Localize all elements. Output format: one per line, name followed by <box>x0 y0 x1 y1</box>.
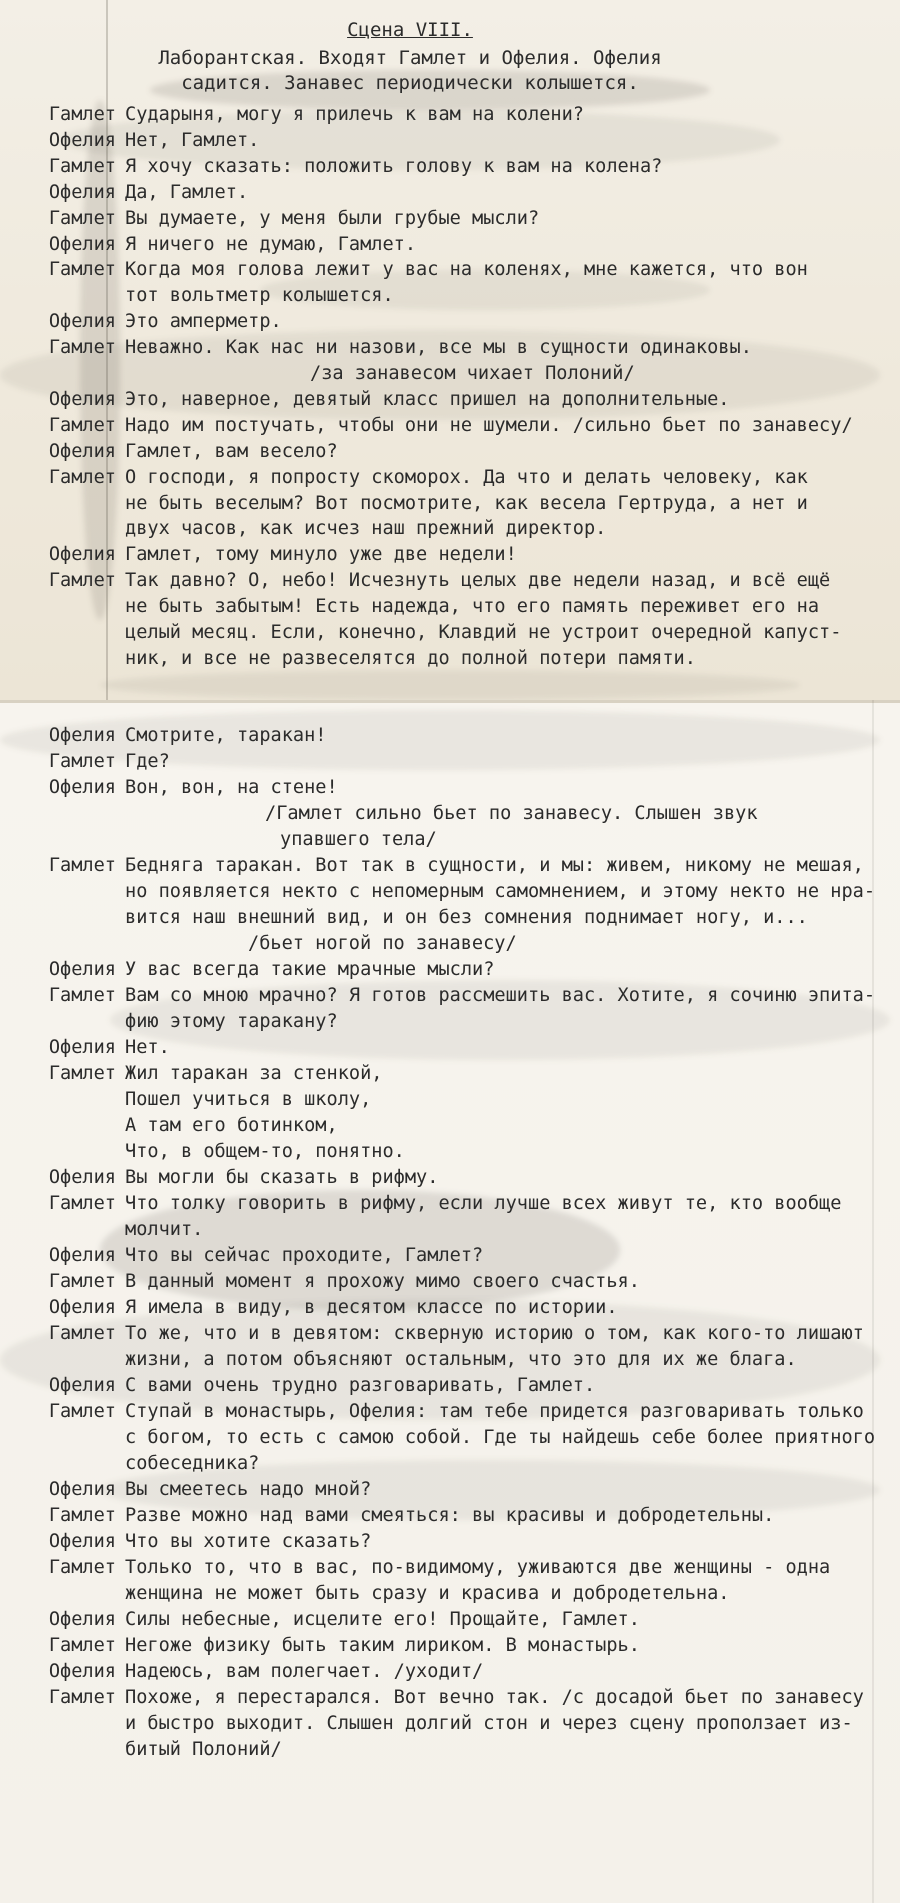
line-text: Что толку говорить в рифму, если лучше всех живут те, кто вообще <box>125 1193 842 1214</box>
dialogue-line <box>0 1502 900 1530</box>
speaker-name: Гамлет <box>48 155 116 177</box>
dialogue-line <box>0 1476 900 1504</box>
speaker-name: Гамлет <box>48 985 116 1006</box>
speaker-name: Офелия <box>48 388 116 410</box>
dialogue-line <box>0 722 900 750</box>
speaker-name: Гамлет <box>48 855 116 876</box>
speaker-name: Офелия <box>48 1375 116 1396</box>
speaker-name: Офелия <box>48 129 116 151</box>
dialogue-line <box>0 1450 900 1478</box>
speaker-name: Офелия <box>48 777 116 798</box>
dialogue-line <box>0 1216 900 1244</box>
line-text: Бедняга таракан. Вот так в сущности, и мы: живем, никому не мешая, <box>125 855 864 876</box>
line-text: Вон, вон, на стене! <box>125 777 338 798</box>
dialogue-line <box>0 127 900 155</box>
line-text: Когда моя голова лежит у вас на коленях, мне кажется, что вон <box>125 259 808 281</box>
dialogue-line <box>0 1606 900 1634</box>
line-text: Да, Гамлет. <box>125 181 249 203</box>
scene-intro-line-1: Лаборантская. Входят Гамлет и Офелия. Офелия <box>158 47 662 69</box>
speaker-name: Офелия <box>48 1609 116 1630</box>
dialogue-line <box>0 645 900 673</box>
dialogue-line <box>0 1008 900 1036</box>
line-text: с богом, то есть с самою собой. Где ты найдешь себе более приятного <box>125 1427 876 1448</box>
line-text: молчит. <box>125 1219 204 1240</box>
line-text: Сударыня, могу я прилечь к вам на колени? <box>125 104 584 125</box>
line-text: С вами очень трудно разговаривать, Гамлет. <box>125 1375 596 1396</box>
line-text: Пошел учиться в школу, <box>125 1089 372 1110</box>
line-text: жизни, а потом объясняют остальным, что это для их же блага. <box>125 1349 797 1370</box>
speaker-name: Офелия <box>48 1167 116 1188</box>
dialogue-line <box>0 1632 900 1660</box>
speaker-name: Офелия <box>48 181 116 203</box>
dialogue-line <box>0 1060 900 1088</box>
dialogue-line <box>0 1294 900 1322</box>
line-text: Гамлет, тому минуло уже две недели! <box>125 544 517 566</box>
line-text: В данный момент я прохожу мимо своего счастья. <box>125 1271 640 1292</box>
speaker-name: Офелия <box>48 1479 116 1500</box>
line-text: Я ничего не думаю, Гамлет. <box>125 233 417 255</box>
line-text: Разве можно над вами смеяться: вы красивы и добродетельны. <box>125 1505 775 1526</box>
stage-direction: /за занавесом чихает Полоний/ <box>310 363 635 384</box>
page-bottom-sheet <box>0 700 900 1903</box>
dialogue-line <box>0 1242 900 1270</box>
line-text: А там его ботинком, <box>125 1115 338 1136</box>
dialogue-line <box>0 334 900 362</box>
speaker-name: Гамлет <box>48 207 116 229</box>
speaker-name: Гамлет <box>48 570 116 592</box>
line-text: битый Полоний/ <box>125 1739 282 1760</box>
dialogue-line <box>0 1190 900 1218</box>
dialogue-line <box>0 1320 900 1348</box>
dialogue-line <box>0 1086 900 1114</box>
speaker-name: Офелия <box>48 725 116 746</box>
line-text: Ступай в монастырь, Офелия: там тебе придется разговаривать только <box>125 1401 864 1422</box>
stage-direction: упавшего тела/ <box>280 829 437 850</box>
dialogue-line <box>0 1684 900 1712</box>
dialogue-line <box>0 541 900 569</box>
line-text: Вам со мною мрачно? Я готов рассмешить вас. Хотите, я сочиню эпита- <box>125 985 876 1006</box>
speaker-name: Офелия <box>48 959 116 980</box>
speaker-name: Офелия <box>48 1245 116 1266</box>
line-text: Что вы хотите сказать? <box>125 1531 372 1552</box>
line-text: Так давно? О, небо! Исчезнуть целых две недели назад, и всё ещё <box>125 570 831 592</box>
line-text: Гамлет, вам весело? <box>125 440 338 462</box>
dialogue-line <box>0 179 900 207</box>
speaker-name: Офелия <box>48 233 116 255</box>
dialogue-line <box>0 852 900 880</box>
speaker-name: Гамлет <box>48 1401 116 1422</box>
line-text: Смотрите, таракан! <box>125 725 327 746</box>
line-text: Что, в общем-то, понятно. <box>125 1141 405 1162</box>
dialogue-line <box>0 956 900 984</box>
line-text: Похоже, я перестарался. Вот вечно так. /с досадой бьет по занавесу <box>125 1687 864 1708</box>
line-text: но появляется некто с непомерным самомнением, и этому некто не нра- <box>125 881 876 902</box>
dialogue-line <box>0 1112 900 1140</box>
line-text: Неважно. Как нас ни назови, все мы в сущности одинаковы. <box>125 337 752 359</box>
line-text: Я хочу сказать: положить голову к вам на колена? <box>125 155 663 177</box>
line-text: и быстро выходит. Слышен долгий стон и через сцену проползает из- <box>125 1713 853 1734</box>
line-text: Это, наверное, девятый класс пришел на дополнительные. <box>125 388 730 410</box>
dialogue-line <box>0 386 900 414</box>
stage-direction: /бьет ногой по занавесу/ <box>248 933 517 954</box>
line-text: Надо им постучать, чтобы они не шумели. /сильно бьет по занавесу/ <box>125 414 853 436</box>
dialogue-line <box>0 231 900 259</box>
dialogue-line <box>0 1580 900 1608</box>
dialogue-line <box>0 1398 900 1426</box>
dialogue-line <box>0 1346 900 1374</box>
line-text: Жил таракан за стенкой, <box>125 1063 383 1084</box>
dialogue-line <box>0 412 900 440</box>
stage-direction: /Гамлет сильно бьет по занавесу. Слышен звук <box>265 803 758 824</box>
speaker-name: Гамлет <box>48 1063 116 1084</box>
speaker-name: Гамлет <box>48 1271 116 1292</box>
line-text: двух часов, как исчез наш прежний директор. <box>125 518 607 540</box>
line-text: вится наш внешний вид, и он без сомнения поднимает ногу, и... <box>125 907 808 928</box>
line-text: Где? <box>125 751 170 772</box>
dialogue-line <box>0 1372 900 1400</box>
dialogue-line <box>0 101 900 129</box>
dialogue-line <box>0 438 900 466</box>
speaker-name: Гамлет <box>48 1557 116 1578</box>
dialogue-line <box>0 490 900 518</box>
line-text: собеседника? <box>125 1453 260 1474</box>
dialogue-line <box>0 774 900 802</box>
speaker-name: Офелия <box>48 311 116 333</box>
line-text: Надеюсь, вам полегчает. /уходит/ <box>125 1661 484 1682</box>
scene-intro-line-2: садится. Занавес периодически колышется. <box>181 72 639 94</box>
dialogue-line <box>0 1528 900 1556</box>
dialogue-line <box>0 1268 900 1296</box>
line-text: Только то, что в вас, по-видимому, уживаются две женщины - одна <box>125 1557 831 1578</box>
dialogue-line <box>0 1710 900 1738</box>
speaker-name: Гамлет <box>48 104 116 125</box>
line-text: Я имела в виду, в десятом классе по истории. <box>125 1297 618 1318</box>
dialogue-line <box>0 464 900 492</box>
speaker-name: Гамлет <box>48 1323 116 1344</box>
speaker-name: Гамлет <box>48 337 116 359</box>
line-text: То же, что и в девятом: скверную историю о том, как кого-то лишают <box>125 1323 864 1344</box>
line-text: Вы могли бы сказать в рифму. <box>125 1167 439 1188</box>
dialogue-line <box>0 282 900 310</box>
line-text: Нет, Гамлет. <box>125 129 260 151</box>
dialogue-line <box>0 1138 900 1166</box>
dialogue-line <box>0 153 900 181</box>
speaker-name: Гамлет <box>48 1687 116 1708</box>
line-text: не быть веселым? Вот посмотрите, как весела Гертруда, а нет и <box>125 492 808 514</box>
line-text: Это амперметр. <box>125 311 282 333</box>
line-text: Вы смеетесь надо мной? <box>125 1479 372 1500</box>
speaker-name: Гамлет <box>48 259 116 281</box>
speaker-name: Офелия <box>48 1297 116 1318</box>
speaker-name: Офелия <box>48 1037 116 1058</box>
speaker-name: Гамлет <box>48 466 116 488</box>
line-text: Негоже физику быть таким лириком. В монастырь. <box>125 1635 640 1656</box>
dialogue-line <box>0 1554 900 1582</box>
dialogue-line <box>0 256 900 284</box>
line-text: Что вы сейчас проходите, Гамлет? <box>125 1245 484 1266</box>
speaker-name: Гамлет <box>48 1635 116 1656</box>
line-text: О господи, я попросту скоморох. Да что и делать человеку, как <box>125 466 808 488</box>
line-text: У вас всегда такие мрачные мысли? <box>125 959 495 980</box>
speaker-name: Офелия <box>48 440 116 462</box>
dialogue-line <box>0 1658 900 1686</box>
dialogue-line <box>0 619 900 647</box>
dialogue-line <box>0 1736 900 1764</box>
dialogue-line <box>0 567 900 595</box>
line-text: Вы думаете, у меня были грубые мысли? <box>125 207 540 229</box>
dialogue-line <box>0 748 900 776</box>
dialogue-line <box>0 1424 900 1452</box>
speaker-name: Гамлет <box>48 1193 116 1214</box>
speaker-name: Гамлет <box>48 751 116 772</box>
dialogue-line <box>0 878 900 906</box>
line-text: Нет. <box>125 1037 170 1058</box>
dialogue-line <box>0 205 900 233</box>
dialogue-line <box>0 515 900 543</box>
dialogue-line <box>0 308 900 336</box>
page-top-sheet <box>0 0 900 700</box>
speaker-name: Гамлет <box>48 1505 116 1526</box>
dialogue-line <box>0 1164 900 1192</box>
line-text: ник, и все не развеселятся до полной потери памяти. <box>125 647 696 669</box>
line-text: фию этому таракану? <box>125 1011 338 1032</box>
dialogue-line <box>0 1034 900 1062</box>
line-text: не быть забытым! Есть надежда, что его память переживет его на <box>125 596 820 618</box>
dialogue-line <box>0 982 900 1010</box>
dialogue-line <box>0 593 900 621</box>
line-text: Силы небесные, исцелите его! Прощайте, Гамлет. <box>125 1609 640 1630</box>
line-text: женщина не может быть сразу и красива и добродетельна. <box>125 1583 730 1604</box>
speaker-name: Офелия <box>48 1531 116 1552</box>
speaker-name: Офелия <box>48 1661 116 1682</box>
line-text: тот вольтметр колышется. <box>125 285 394 307</box>
speaker-name: Офелия <box>48 544 116 566</box>
scene-title: Сцена VIII. <box>347 19 473 41</box>
speaker-name: Гамлет <box>48 414 116 436</box>
line-text: целый месяц. Если, конечно, Клавдий не устроит очередной капуст- <box>125 622 842 643</box>
dialogue-line <box>0 904 900 932</box>
